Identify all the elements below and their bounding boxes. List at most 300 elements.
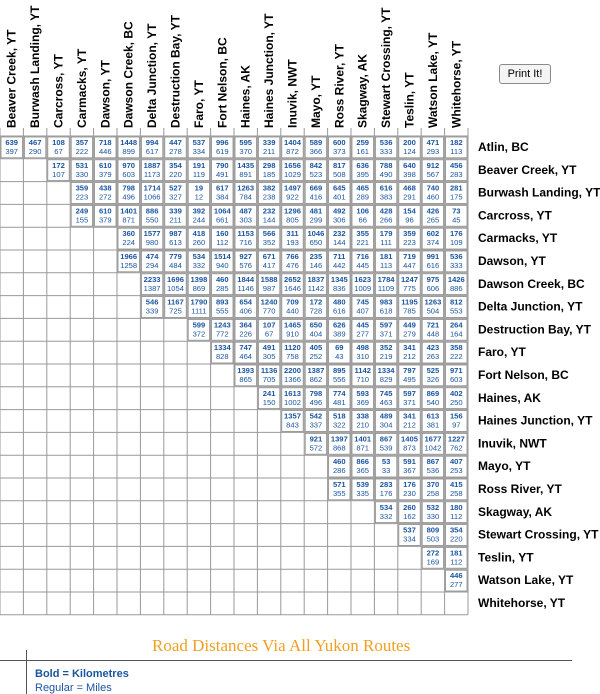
distance-mi: 417 [262, 261, 276, 270]
distance-mi: 252 [309, 352, 323, 362]
distance-km: 866 [356, 457, 370, 467]
distance-mi: 445 [356, 261, 370, 270]
distance-km: 281 [449, 183, 463, 193]
distance-km: 534 [192, 252, 206, 261]
column-header: Faro, YT [191, 80, 206, 128]
distance-km: 616 [379, 183, 393, 193]
distance-mi: 384 [215, 192, 229, 202]
distance-km: 1334 [213, 343, 231, 353]
distance-mi: 504 [426, 306, 440, 316]
distance-km: 745 [379, 388, 393, 398]
distance-mi: 442 [332, 261, 346, 270]
distance-km: 1435 [237, 160, 255, 170]
distance-mi: 176 [379, 489, 393, 498]
distance-mi: 372 [192, 329, 206, 339]
row-label: Carmacks, YT [478, 231, 558, 246]
distance-mi: 303 [239, 215, 253, 225]
distance-km: 172 [52, 160, 65, 170]
distance-km: 338 [356, 411, 370, 421]
distance-km: 1263 [424, 297, 442, 307]
distance-km: 987 [169, 229, 182, 239]
distance-km: 531 [75, 160, 89, 170]
distance-km: 191 [192, 160, 206, 170]
distance-km: 241 [262, 388, 276, 398]
legend-miles: Regular = Miles [35, 682, 112, 694]
distance-km: 996 [215, 138, 229, 147]
distance-km: 1784 [377, 274, 395, 284]
distance-km: 456 [449, 160, 463, 170]
distance-km: 867 [379, 434, 393, 444]
distance-mi: 113 [380, 261, 393, 270]
distance-km: 491 [262, 343, 276, 353]
distance-km: 716 [356, 252, 370, 261]
distance-mi: 1111 [191, 306, 207, 316]
distance-km: 527 [169, 183, 182, 193]
distance-mi: 464 [239, 352, 253, 362]
distance-mi: 250 [449, 397, 463, 407]
distance-mi: 238 [262, 192, 276, 202]
distance-km: 886 [145, 206, 159, 216]
distance-km: 428 [379, 206, 393, 216]
distance-km: 589 [309, 138, 323, 147]
distance-mi: 33 [381, 466, 391, 476]
distance-mi: 162 [403, 511, 416, 521]
distance-mi: 285 [215, 283, 229, 293]
distance-mi: 661 [215, 215, 229, 225]
distance-km: 339 [169, 206, 182, 216]
distance-mi: 283 [449, 169, 463, 179]
distance-km: 438 [98, 183, 112, 193]
distance-mi: 244 [192, 215, 206, 225]
distance-km: 790 [215, 160, 229, 170]
row-label: Dawson Creek, BC [478, 276, 585, 291]
distance-km: 69 [335, 343, 344, 353]
distance-km: 160 [215, 229, 229, 239]
distance-mi: 550 [145, 215, 159, 225]
distance-mi: 725 [169, 306, 182, 316]
row-label: Delta Junction, YT [478, 299, 583, 314]
distance-km: 1837 [307, 274, 325, 284]
distance-km: 721 [426, 320, 440, 330]
distance-mi: 371 [403, 397, 416, 407]
column-header: Stewart Crossing, YT [379, 7, 394, 128]
distance-mi: 370 [239, 147, 253, 156]
distance-mi: 161 [356, 147, 370, 156]
distance-mi: 265 [426, 215, 440, 225]
column-header: Haines, AK [238, 65, 253, 128]
column-header: Beaver Creek, YT [4, 29, 19, 129]
distance-km: 407 [449, 457, 463, 467]
distance-km: 597 [403, 388, 416, 398]
distance-mi: 553 [449, 306, 463, 316]
distance-mi: 899 [122, 147, 136, 156]
distance-mi: 291 [403, 192, 416, 202]
distance-mi: 567 [426, 169, 440, 179]
distance-km: 370 [426, 480, 440, 489]
distance-mi: 112 [450, 511, 463, 521]
distance-km: 812 [449, 297, 463, 307]
print-button[interactable]: Print It! [499, 64, 551, 84]
distance-km: 1623 [354, 274, 372, 284]
distance-km: 797 [403, 366, 416, 375]
distance-mi: 728 [309, 306, 323, 316]
column-header: Destruction Bay, YT [168, 15, 183, 128]
distance-mi: 223 [75, 192, 89, 202]
distance-mi: 940 [215, 261, 229, 270]
distance-km: 352 [379, 343, 393, 353]
distance-mi: 310 [356, 352, 370, 362]
distance-km: 1136 [260, 366, 278, 375]
row-label: Fort Nelson, BC [478, 368, 569, 382]
row-label: Haines, AK [478, 390, 541, 405]
distance-mi: 193 [286, 238, 299, 248]
distance-km: 181 [449, 548, 463, 558]
distance-mi: 119 [192, 169, 205, 179]
distance-mi: 891 [239, 169, 253, 179]
distance-mi: 67 [54, 147, 63, 156]
distance-mi: 333 [449, 261, 463, 270]
distance-km: 232 [332, 229, 346, 239]
distance-mi: 460 [426, 192, 440, 202]
distance-km: 1426 [447, 274, 465, 284]
distance-km: 636 [356, 160, 370, 170]
distance-km: 1714 [143, 183, 161, 193]
distance-mi: 872 [286, 147, 299, 156]
distance-km: 341 [403, 343, 416, 353]
row-label: Haines Junction, YT [478, 413, 593, 428]
distance-km: 426 [426, 206, 440, 216]
distance-mi: 484 [169, 261, 182, 270]
distance-mi: 144 [262, 215, 276, 225]
distance-mi: 481 [332, 397, 346, 407]
distance-mi: 335 [356, 489, 370, 498]
distance-mi: 365 [356, 466, 370, 476]
distance-mi: 987 [262, 283, 276, 293]
distance-mi: 260 [192, 238, 206, 248]
distance-km: 1613 [284, 388, 301, 398]
distance-mi: 1366 [284, 375, 301, 384]
distance-km: 718 [98, 138, 112, 147]
distance-mi: 1109 [377, 283, 395, 293]
distance-mi: 495 [403, 375, 416, 384]
distance-km: 487 [239, 206, 253, 216]
distance-km: 571 [332, 480, 346, 489]
distance-km: 445 [356, 320, 370, 330]
distance-mi: 404 [309, 329, 323, 339]
distance-mi: 222 [449, 352, 463, 362]
distance-mi: 272 [98, 192, 112, 202]
distance-km: 360 [122, 229, 136, 239]
distance-km: 654 [239, 297, 253, 307]
distance-mi: 446 [98, 147, 112, 156]
distance-km: 671 [262, 252, 276, 261]
distance-mi: 447 [403, 261, 416, 270]
distance-mi: 109 [449, 238, 463, 248]
row-label: Watson Lake, YT [478, 573, 574, 588]
distance-km: 640 [403, 160, 416, 170]
distance-km: 591 [403, 457, 416, 467]
distance-km: 498 [356, 343, 370, 353]
distance-km: 1393 [237, 366, 255, 375]
distance-km: 1966 [120, 252, 138, 261]
row-label: Beaver Creek, YT [478, 162, 577, 177]
distance-mi: 67 [264, 329, 274, 339]
distance-km: 617 [215, 183, 229, 193]
distance-km: 518 [332, 411, 346, 421]
distance-mi: 865 [239, 375, 253, 384]
distance-mi: 401 [332, 192, 346, 202]
distance-mi: 253 [449, 466, 463, 476]
distance-mi: 407 [356, 306, 370, 316]
distance-km: 532 [426, 502, 440, 512]
distance-km: 357 [75, 138, 89, 147]
distance-mi: 980 [145, 238, 159, 248]
distance-mi: 374 [426, 238, 440, 248]
distance-mi: 304 [379, 420, 393, 430]
distance-km: 1357 [284, 411, 301, 421]
distance-mi: 367 [403, 466, 416, 476]
distance-mi: 332 [192, 261, 206, 270]
distance-km: 259 [356, 138, 370, 147]
distance-km: 446 [449, 571, 463, 581]
distance-km: 154 [403, 206, 416, 216]
distance-mi: 379 [98, 215, 112, 225]
distance-mi: 289 [356, 192, 370, 202]
distance-km: 1142 [354, 366, 371, 375]
distance-km: 106 [356, 206, 370, 216]
distance-mi: 540 [426, 397, 440, 407]
distance-mi: 333 [379, 147, 393, 156]
distance-km: 465 [356, 183, 370, 193]
distance-km: 364 [239, 320, 253, 330]
distance-km: 176 [449, 229, 463, 239]
distance-mi: 398 [403, 169, 416, 179]
distance-mi: 922 [286, 192, 299, 202]
distance-mi: 263 [426, 352, 440, 362]
distance-mi: 212 [403, 420, 416, 430]
distance-km: 108 [52, 138, 65, 147]
distance-mi: 286 [332, 466, 346, 476]
distance-mi: 716 [239, 238, 253, 248]
distance-mi: 1054 [167, 283, 184, 293]
distance-km: 468 [403, 183, 416, 193]
distance-km: 983 [379, 297, 393, 307]
column-header: Fort Nelson, BC [215, 37, 230, 128]
distance-mi: 211 [263, 147, 276, 156]
distance-mi: 576 [239, 261, 253, 270]
distance-mi: 496 [309, 397, 323, 407]
distance-km: 181 [379, 252, 393, 261]
column-header: Skagway, AK [355, 53, 370, 128]
distance-km: 1696 [167, 274, 184, 284]
distance-km: 537 [192, 138, 206, 147]
distance-km: 402 [449, 388, 463, 398]
distance-mi: 326 [426, 375, 440, 384]
distance-km: 481 [309, 206, 323, 216]
distance-mi: 226 [239, 329, 253, 339]
distance-km: 2652 [284, 274, 301, 284]
distance-km: 354 [169, 160, 182, 170]
row-label: Stewart Crossing, YT [478, 527, 599, 542]
column-header: Delta Junction, YT [145, 23, 160, 128]
distance-km: 341 [403, 411, 416, 421]
distance-mi: 219 [379, 352, 393, 362]
distance-km: 182 [449, 138, 463, 147]
distance-km: 1263 [237, 183, 255, 193]
distance-km: 546 [145, 297, 159, 307]
distance-mi: 96 [405, 215, 414, 225]
distance-km: 474 [145, 252, 159, 261]
distance-km: 1296 [284, 206, 301, 216]
distance-km: 1401 [354, 434, 372, 444]
distance-mi: 155 [75, 215, 89, 225]
distance-mi: 836 [332, 283, 346, 293]
distance-mi: 862 [309, 375, 323, 384]
distance-km: 1387 [307, 366, 325, 375]
distance-mi: 617 [145, 147, 159, 156]
distance-mi: 395 [356, 169, 370, 179]
distance-km: 359 [403, 229, 416, 239]
distance-km: 354 [449, 525, 463, 535]
distance-mi: 406 [239, 306, 253, 316]
distance-mi: 277 [449, 580, 463, 590]
distance-mi: 366 [309, 147, 323, 156]
distance-km: 1656 [284, 160, 301, 170]
distance-mi: 211 [169, 215, 182, 225]
distance-mi: 294 [145, 261, 159, 270]
distance-mi: 334 [403, 534, 416, 544]
distance-km: 542 [309, 411, 323, 421]
distance-km: 1790 [190, 297, 208, 307]
distance-mi: 869 [192, 283, 206, 293]
distance-mi: 383 [379, 192, 393, 202]
row-label: Skagway, AK [478, 504, 553, 519]
row-label: Destruction Bay, YT [478, 322, 591, 337]
distance-km: 460 [332, 457, 346, 467]
column-header: Carcross, YT [51, 54, 66, 128]
distance-mi: 112 [450, 557, 463, 567]
distance-km: 893 [215, 297, 229, 307]
distance-mi: 463 [379, 397, 393, 407]
row-label: Whitehorse, YT [478, 596, 566, 610]
distance-mi: 258 [449, 489, 463, 498]
chart-title: Road Distances Via All Yukon Routes [152, 636, 411, 655]
distance-mi: 440 [286, 306, 299, 316]
distance-mi: 868 [332, 443, 346, 453]
distance-mi: 843 [286, 420, 299, 430]
distance-mi: 220 [449, 534, 463, 544]
distance-km: 669 [309, 183, 323, 193]
column-header: Burwash Landing, YT [28, 5, 43, 128]
distance-km: 867 [426, 457, 440, 467]
distance-mi: 12 [194, 192, 204, 202]
distance-km: 358 [449, 343, 463, 353]
distance-mi: 603 [449, 375, 463, 384]
distance-km: 817 [332, 160, 346, 170]
distance-km: 1195 [401, 297, 418, 307]
distance-km: 1887 [143, 160, 161, 170]
column-header: Mayo, YT [308, 75, 323, 128]
distance-mi: 556 [332, 375, 346, 384]
distance-mi: 1066 [143, 192, 161, 202]
distance-km: 449 [403, 320, 416, 330]
distance-km: 597 [379, 320, 393, 330]
distance-mi: 1029 [284, 169, 301, 179]
distance-km: 2233 [143, 274, 161, 284]
distance-km: 272 [426, 548, 440, 558]
column-header: Ross River, YT [332, 44, 347, 128]
distance-mi: 616 [332, 306, 346, 316]
distance-mi: 536 [426, 466, 440, 476]
distance-km: 232 [262, 206, 276, 216]
distance-km: 788 [379, 160, 393, 170]
distance-mi: 45 [452, 215, 461, 225]
distance-mi: 389 [332, 329, 346, 339]
distance-km: 107 [262, 320, 276, 330]
distance-mi: 169 [426, 557, 440, 567]
distance-km: 1448 [120, 138, 138, 147]
distance-mi: 785 [403, 306, 416, 316]
distance-mi: 278 [169, 147, 182, 156]
distance-km: 745 [356, 297, 370, 307]
distance-mi: 124 [403, 147, 416, 156]
distance-mi: 223 [403, 238, 416, 248]
distance-km: 172 [309, 297, 323, 307]
distance-mi: 1646 [284, 283, 301, 293]
distance-km: 626 [332, 320, 346, 330]
distance-km: 740 [426, 183, 440, 193]
legend-kilometres: Bold = Kilometres [35, 668, 129, 680]
distance-km: 809 [426, 525, 440, 535]
distance-mi: 164 [449, 329, 463, 339]
distance-mi: 1042 [424, 443, 442, 453]
distance-mi: 330 [426, 511, 440, 521]
distance-mi: 107 [52, 169, 65, 179]
distance-km: 415 [449, 480, 463, 489]
row-label: Ross River, YT [478, 482, 562, 496]
distance-mi: 1146 [237, 283, 254, 293]
distance-km: 1404 [284, 138, 301, 147]
distance-km: 779 [169, 252, 182, 261]
distance-km: 423 [426, 343, 440, 353]
distance-mi: 299 [309, 215, 323, 225]
distance-mi: 758 [286, 352, 299, 362]
distance-km: 1577 [143, 229, 161, 239]
distance-km: 798 [122, 183, 136, 193]
distance-mi: 290 [28, 147, 42, 156]
distance-mi: 1009 [354, 283, 372, 293]
distance-mi: 381 [426, 420, 440, 430]
distance-km: 447 [169, 138, 182, 147]
distance-mi: 490 [379, 169, 393, 179]
distance-km: 798 [309, 388, 323, 398]
distance-mi: 322 [332, 420, 346, 430]
distance-km: 600 [332, 138, 346, 147]
distance-mi: 277 [356, 329, 370, 339]
distance-mi: 279 [403, 329, 416, 339]
distance-km: 1334 [377, 366, 395, 375]
distance-km: 610 [98, 206, 112, 216]
distance-mi: 293 [426, 147, 440, 156]
distance-mi: 618 [379, 306, 393, 316]
distance-mi: 539 [379, 443, 393, 453]
distance-km: 1064 [213, 206, 231, 216]
distance-mi: 210 [356, 420, 370, 430]
distance-km: 471 [426, 138, 440, 147]
distance-km: 971 [449, 366, 463, 375]
distance-km: 1247 [401, 274, 418, 284]
distance-km: 1514 [213, 252, 231, 261]
